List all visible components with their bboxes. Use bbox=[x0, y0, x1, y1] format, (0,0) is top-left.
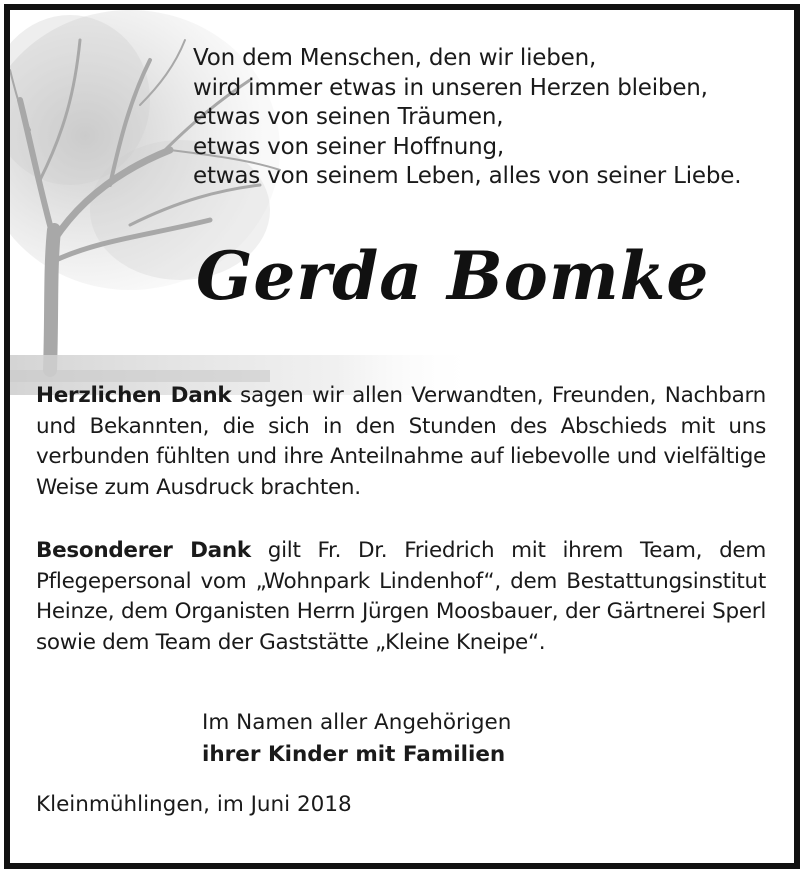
signature-line-2: ihrer Kinder mit Familien bbox=[202, 742, 506, 767]
poem-line: etwas von seinem Leben, alles von seiner Liebe. bbox=[193, 163, 742, 189]
poem-line: Von dem Menschen, den wir lieben, bbox=[193, 45, 597, 71]
poem-line: wird immer etwas in unseren Herzen bleiben, bbox=[193, 74, 708, 101]
special-thanks-paragraph bbox=[36, 536, 766, 658]
poem-line: etwas von seinen Träumen, bbox=[193, 104, 504, 130]
thanks-text: sagen wir allen Verwandten, Freunden, Nachbarn und Bekannten, die sich in den Stunden des Abschieds mit uns verbunden fühlten und ihre Anteilnahme auf liebevolle und vielfältige Weise zum Ausdruck brachten. bbox=[36, 383, 766, 500]
special-thanks-text: gilt Fr. Dr. Friedrich mit ihrem Team, dem Pflegepersonal vom „Wohnpark Lindenhof“, dem Bestattungsinstitut Heinze, dem Organisten Herrn Jürgen Moosbauer, der Gärtnerei Sperl sowie dem Team der Gaststätte „Kleine Kneipe“. bbox=[36, 538, 766, 655]
thanks-paragraph bbox=[36, 381, 766, 503]
signature-line-1: Im Namen aller Angehörigen bbox=[202, 710, 512, 735]
thanks-lead: Herzlichen Dank bbox=[36, 383, 232, 408]
signature-block bbox=[202, 707, 511, 771]
memorial-poem bbox=[193, 44, 741, 192]
deceased-name: Gerda Bomke bbox=[196, 237, 710, 315]
poem-line: etwas von seiner Hoffnung, bbox=[193, 133, 504, 160]
special-thanks-lead: Besonderer Dank bbox=[36, 538, 251, 563]
place-date: Kleinmühlingen, im Juni 2018 bbox=[36, 792, 352, 817]
